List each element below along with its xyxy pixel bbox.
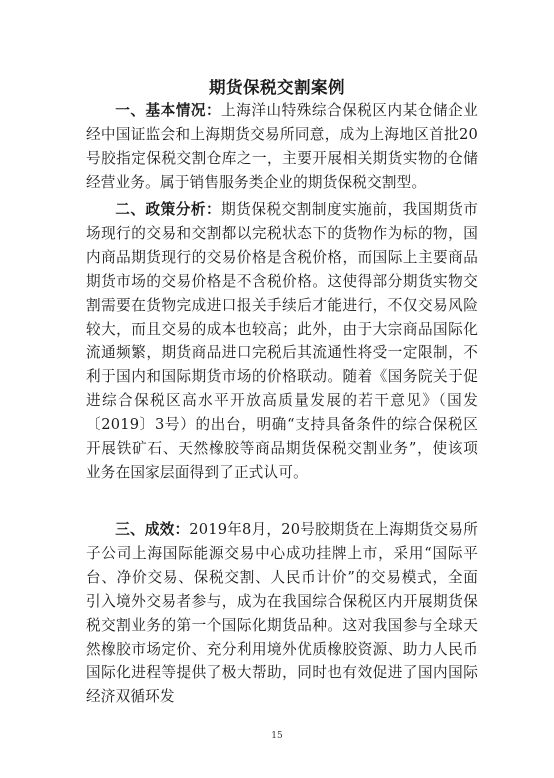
paragraph-results (86, 518, 478, 709)
paragraph-heading: 二、政策分析： (115, 201, 222, 218)
page-number: 15 (271, 731, 283, 741)
paragraph-text: 2019年8月，20号胶期货在上海期货交易所子公司上海国际能源交易中心成功挂牌上市，采用“国际平台、净价交易、保税交割、人民币计价”的交易模式，全面引入境外交易者参与，成为在我国综合保税区内开展期货保税交割业务的第一个国际化期货品种。这对我国参与全球天然橡胶市场定价、充分利用境外优质橡胶资源、助力人民币国际化进程等提供了极大帮助，同时也有效促进了国内国际经济双循环发 (86, 521, 478, 706)
paragraph-basic-info (86, 99, 478, 195)
paragraph-policy-analysis (86, 198, 478, 485)
paragraph-text: 期货保税交割制度实施前，我国期货市场现行的交易和交割都以完税状态下的货物作为标的物，国内商品期货现行的交易价格是含税价格，而国际上主要商品期货市场的交易价格是不含税价格。这使得部分期货实物交割需要在货物完成进口报关手续后才能进行，不仅交易风险较大，而且交易的成本也较高；此外，由于大宗商品国际化流通频繁，期货商品进口完税后其流通性将受一定限制，不利于国内和国际期货市场的价格联动。随着《国务院关于促进综合保税区高水平开放高质量发展的若干意见》（国发〔2019〕3号）的出台，明确“支持具备条件的综合保税区开展铁矿石、天然橡胶等商品期货保税交割业务”，使该项业务在国家层面得到了正式认可。 (86, 201, 478, 481)
paragraph-heading: 三、成效： (115, 521, 190, 538)
paragraph-text: 上海洋山特殊综合保税区内某仓储企业经中国证监会和上海期货交易所同意，成为上海地区首批20号胶指定保税交割仓库之一，主要开展相关期货实物的仓储经营业务。属于销售服务类企业的期货保税交割型。 (86, 102, 478, 191)
paragraph-heading: 一、基本情况： (115, 102, 222, 119)
document-title: 期货保税交割案例 (209, 78, 345, 97)
